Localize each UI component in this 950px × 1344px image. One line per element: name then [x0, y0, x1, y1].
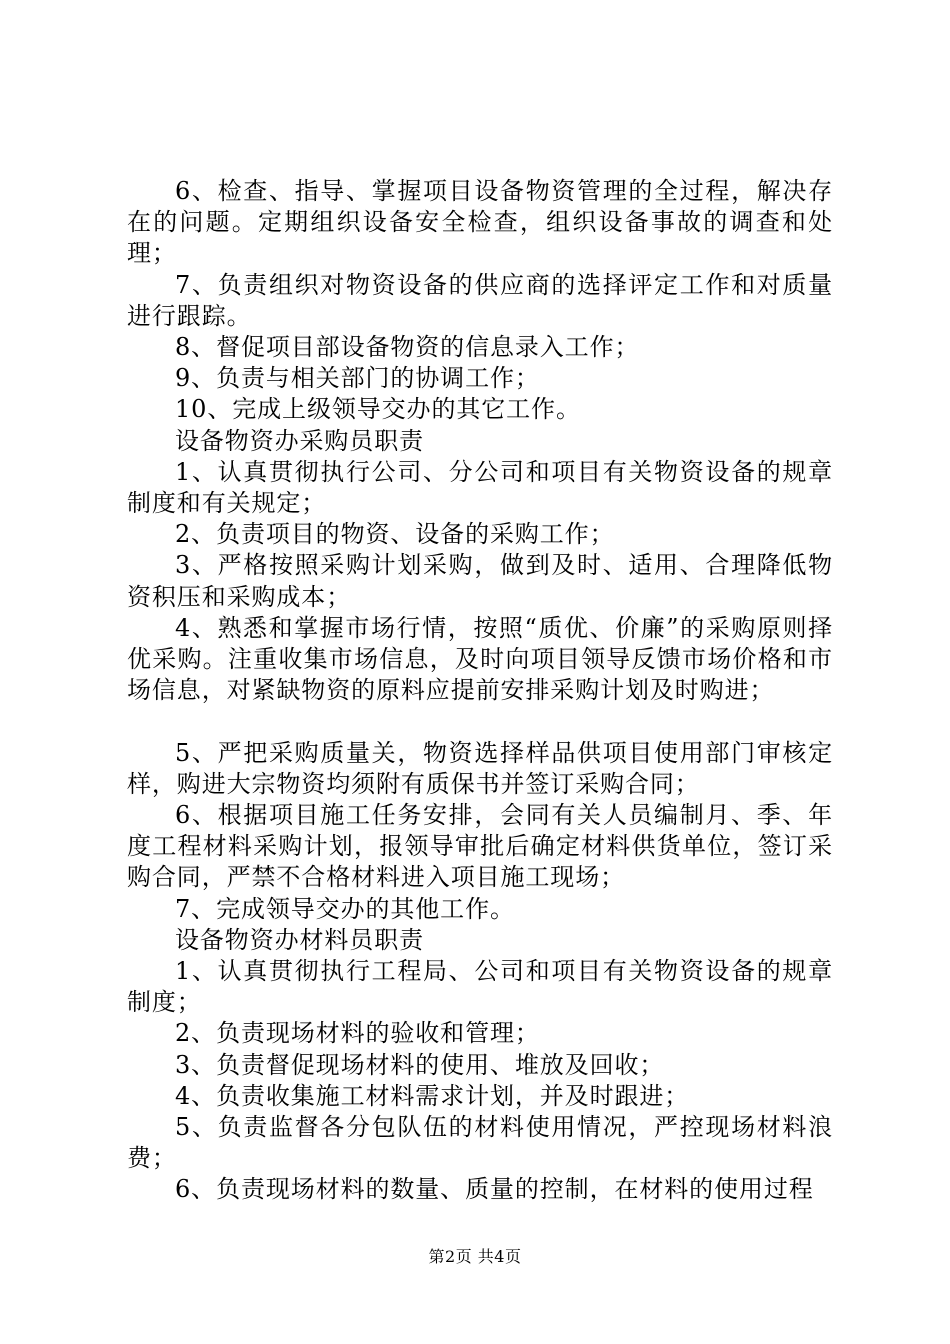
- section-heading: 设备物资办材料员职责: [175, 925, 424, 954]
- section-heading: 设备物资办采购员职责: [175, 426, 424, 455]
- paragraph: 9、负责与相关部门的协调工作；: [175, 364, 540, 393]
- paragraph: 6、检查、指导、掌握项目设备物资管理的全过程，解决存在的问题。定期组织设备安全检查，组织设备事故的调查和处理；: [127, 177, 833, 268]
- document-body: [127, 176, 833, 1206]
- paragraph: 4、负责收集施工材料需求计划，并及时跟进；: [175, 1081, 690, 1110]
- paragraph: 6、根据项目施工任务安排，会同有关人员编制月、季、年度工程材料采购计划，报领导审批后确定材料供货单位，签订采购合同，严禁不合格材料进入项目施工现场；: [127, 801, 833, 892]
- paragraph: 8、督促项目部设备物资的信息录入工作；: [175, 333, 640, 362]
- blank-line: [127, 706, 833, 737]
- paragraph: 10、完成上级领导交办的其它工作。: [175, 395, 581, 424]
- paragraph: 2、负责项目的物资、设备的采购工作；: [175, 520, 615, 549]
- paragraph: 1、认真贯彻执行公司、分公司和项目有关物资设备的规章制度和有关规定；: [127, 457, 833, 518]
- paragraph: 7、完成领导交办的其他工作。: [175, 894, 515, 923]
- paragraph: 5、负责监督各分包队伍的材料使用情况，严控现场材料浪费；: [127, 1113, 833, 1173]
- paragraph: 6、负责现场材料的数量、质量的控制，在材料的使用过程: [175, 1175, 814, 1204]
- paragraph: 2、负责现场材料的验收和管理；: [175, 1019, 540, 1048]
- page-number-footer: 第2页 共4页: [428, 1247, 522, 1266]
- paragraph: 1、认真贯彻执行工程局、公司和项目有关物资设备的规章制度；: [127, 957, 833, 1017]
- paragraph: 7、负责组织对物资设备的供应商的选择评定工作和对质量进行跟踪。: [127, 270, 833, 330]
- paragraph: 3、负责督促现场材料的使用、堆放及回收；: [175, 1050, 665, 1079]
- paragraph: 4、熟悉和掌握市场行情，按照“质优、价廉”的采购原则择优采购。注重收集市场信息，及时向项目领导反馈市场价格和市场信息，对紧缺物资的原料应提前安排采购计划及时购进；: [127, 613, 833, 705]
- paragraph: 3、严格按照采购计划采购，做到及时、适用、合理降低物资积压和采购成本；: [127, 551, 833, 611]
- paragraph: 5、严把采购质量关，物资选择样品供项目使用部门审核定样，购进大宗物资均须附有质保书并签订采购合同；: [127, 738, 833, 798]
